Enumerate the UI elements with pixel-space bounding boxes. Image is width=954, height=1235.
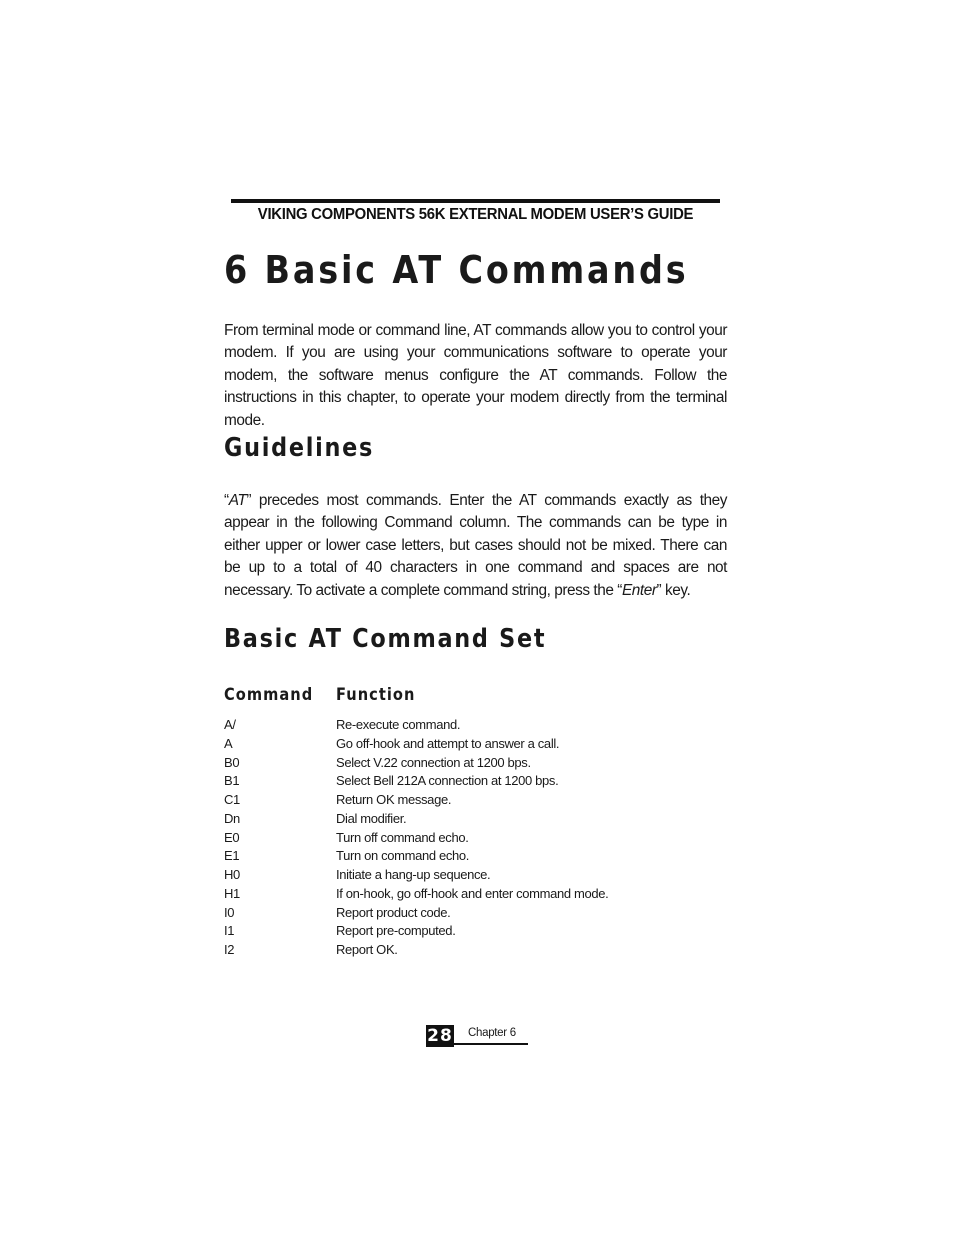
table-row: [224, 885, 644, 904]
command-code: A: [224, 735, 233, 751]
command-function: Dial modifier.: [336, 810, 407, 826]
command-code: E1: [224, 848, 240, 864]
command-function: Report OK.: [336, 942, 398, 957]
table-row: [224, 772, 644, 791]
guidelines-text-part2: ” key.: [656, 581, 691, 599]
table-row: [224, 866, 644, 885]
table-row: [224, 847, 644, 866]
table-row: [224, 735, 644, 754]
table-row: [224, 791, 644, 810]
command-function: Select Bell 212A connection at 1200 bps.: [336, 773, 559, 789]
command-code: I0: [224, 904, 235, 920]
command-code: B1: [224, 773, 240, 789]
command-function: Report product code.: [336, 904, 451, 920]
command-function: If on-hook, go off-hook and enter command mode.: [336, 885, 609, 901]
table-row: [224, 904, 644, 923]
command-function: Select V.22 connection at 1200 bps.: [336, 754, 531, 770]
footer-rule: [454, 1043, 528, 1045]
table-row: [224, 941, 644, 960]
command-function: Report pre-computed.: [336, 923, 456, 939]
guidelines-text-part1: ” precedes most commands. Enter the AT commands exactly as they appear in the following Command column. The commands can be type in either upper or lower case letters, but cases should not be mixed. There can be up to a total of 40 characters in one command and spaces are not necessary. To activate a complete command string, press the “: [224, 492, 727, 599]
command-table: [224, 716, 644, 960]
command-code: I2: [224, 942, 235, 957]
header-rule: [231, 199, 720, 203]
chapter-title: 6 Basic AT Commands: [224, 248, 689, 292]
intro-paragraph: From terminal mode or command line, AT commands allow you to control your modem. If you are using your communications software to operate your modem, the software menus configure the AT commands. Follow the instructions in this chapter, to operate your modem directly from the terminal mode.: [224, 322, 727, 429]
command-function: Turn on command echo.: [336, 848, 470, 864]
command-code: H1: [224, 885, 240, 901]
guidelines-heading: Guidelines: [224, 433, 375, 463]
function-column-header: Function: [336, 685, 416, 705]
open-quote: “: [224, 492, 229, 509]
command-function: Go off-hook and attempt to answer a call.: [336, 735, 560, 751]
page-number: 28: [427, 1026, 453, 1046]
running-header: VIKING COMPONENTS 56K EXTERNAL MODEM USER’S GUIDE: [257, 206, 694, 223]
command-code: E0: [224, 829, 240, 845]
command-function: Re-execute command.: [336, 717, 461, 732]
guidelines-paragraph: [224, 490, 727, 602]
command-function: Turn off command echo.: [336, 829, 469, 845]
chapter-label: Chapter 6: [468, 1027, 516, 1039]
command-column-header: Command: [224, 685, 314, 705]
command-code: C1: [224, 792, 240, 807]
command-function: Initiate a hang-up sequence.: [336, 867, 491, 882]
at-term: AT: [228, 492, 247, 509]
table-row: [224, 810, 644, 829]
table-row: [224, 754, 644, 773]
command-code: A/: [224, 717, 236, 732]
command-code: B0: [224, 754, 240, 770]
command-function: Return OK message.: [336, 792, 452, 807]
command-set-heading: Basic AT Command Set: [224, 624, 547, 654]
table-row: [224, 829, 644, 848]
table-row: [224, 922, 644, 941]
table-row: [224, 716, 644, 735]
command-code: Dn: [224, 810, 240, 826]
command-code: H0: [224, 867, 240, 882]
enter-term: Enter: [621, 581, 657, 599]
command-code: I1: [224, 923, 235, 939]
